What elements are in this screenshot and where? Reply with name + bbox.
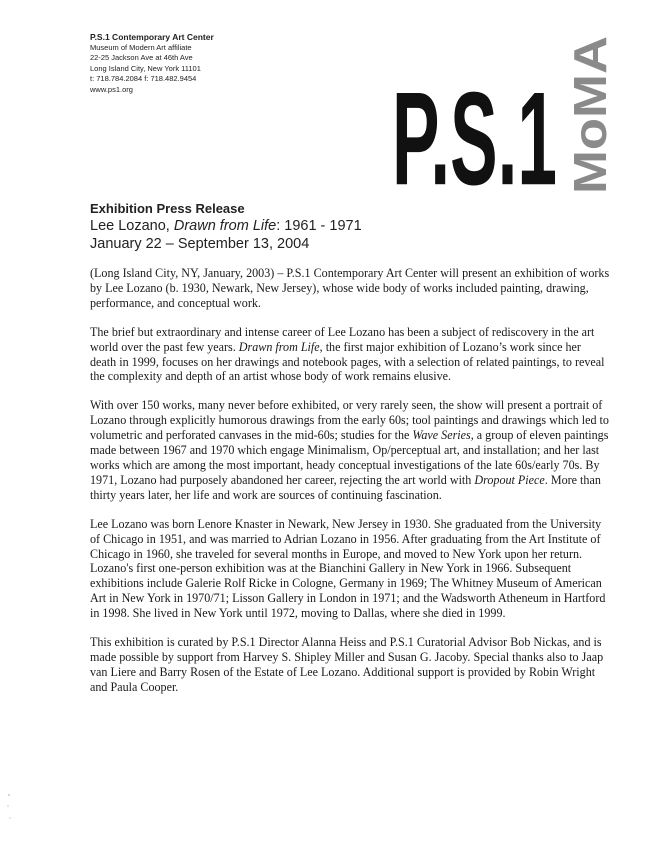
- text-run: The brief but extraordinary and intense career of Lee Lozano has been a subject of rediscovery in the art world over the past few years.: [90, 324, 595, 354]
- paragraph-biography: Lee Lozano was born Lenore Knaster in Newark, New Jersey in 1930. She graduated from the University of Chicago in 1951, and was married to Adrian Lozano in 1956. After graduating from the Art Institute of Chicago in 1960, she traveled for several months in Europe, and moved to New York upon her return. Lozano's first one-person exhibition was at the Bianchini Gallery in New York in 1966. Subsequent exhibitions include Galerie Rolf Ricke in Cologne, Germany in 1969; The Whitney Museum of American Art in New York in 1970/71; Lisson Gallery in London in 1971; and the Wadsworth Atheneum in Hartford in 1998. She lived in New York until 1972, moving to Dallas, where she died in 1999.: [90, 516, 606, 621]
- org-name: P.S.1 Contemporary Art Center: [90, 32, 214, 42]
- street-address: 22-25 Jackson Ave at 46th Ave: [90, 53, 193, 62]
- press-release-body: [90, 266, 610, 709]
- text-run: . More than thirty years later, her life and work are sources of continuing fascination.: [90, 472, 601, 502]
- exhibition-title-line: [90, 217, 362, 235]
- italic-title: Wave Series: [412, 428, 471, 443]
- paragraph-works: [90, 398, 610, 502]
- website: www.ps1.org: [90, 84, 133, 94]
- release-heading: [90, 200, 362, 253]
- paragraph-career: [90, 325, 610, 385]
- text-run: , a group of eleven paintings made between 1967 and 1970 which engage Minimalism, Op/perceptual art, and installation; and her last works which are among the most important, heady conceptual investigations of the late 60s/early 70s. By 1971, Lozano had purposely abandoned her career, rejecting the art world with: [90, 428, 609, 487]
- paragraph-credits: This exhibition is curated by P.S.1 Director Alanna Heiss and P.S.1 Curatorial Advisor Bob Nickas, and is made possible by support from Harvey S. Shipley Miller and Susan G. Jacoby. Special thanks also to Jaap van Liere and Barry Rosen of the Estate of Lee Lozano. Additional support is provided by Robin Wright and Paula Cooper.: [90, 635, 604, 694]
- exhibition-dates: January 22 – September 13, 2004: [90, 236, 310, 252]
- scan-speck: [6, 792, 12, 822]
- artist-name: Lee Lozano,: [90, 218, 174, 234]
- city-address: Long Island City, New York 11101: [90, 63, 201, 73]
- affiliate-line: Museum of Modern Art affiliate: [90, 42, 192, 52]
- moma-logo-text: MoMA: [564, 56, 616, 194]
- text-run: , the first major exhibition of Lozano’s work since her death in 1999, focuses on her drawings and notebook pages, with a selection of related paintings, to reveal the complexity and depth of an artist whose body of work remains elusive.: [90, 339, 605, 384]
- text-run: With over 150 works, many never before exhibited, or very rarely seen, the show will present a portrait of Lozano through explicitly humorous drawings from the early 60s; tool paintings and drawings which led to volumetric and perforated canvases in the mid-60s; studies for the: [90, 398, 609, 443]
- exhibition-title: Drawn from Life: [173, 218, 277, 234]
- ps1-moma-logo: [392, 36, 616, 213]
- italic-title: Drawn from Life: [238, 339, 320, 354]
- ps1-logo-text: P.S.1: [392, 65, 557, 213]
- exhibition-years: : 1961 - 1971: [276, 218, 362, 234]
- italic-title: Dropout Piece: [474, 472, 545, 487]
- release-kicker: Exhibition Press Release: [90, 201, 245, 216]
- paragraph-intro: (Long Island City, NY, January, 2003) – P.S.1 Contemporary Art Center will present an exhibition of works by Lee Lozano (b. 1930, Newark, New Jersey), whose wide body of works included painting, drawing, performance, and conceptual work.: [90, 266, 610, 310]
- letterhead: [90, 32, 214, 95]
- phone-fax: t: 718.784.2084 f: 718.482.9454: [90, 74, 197, 83]
